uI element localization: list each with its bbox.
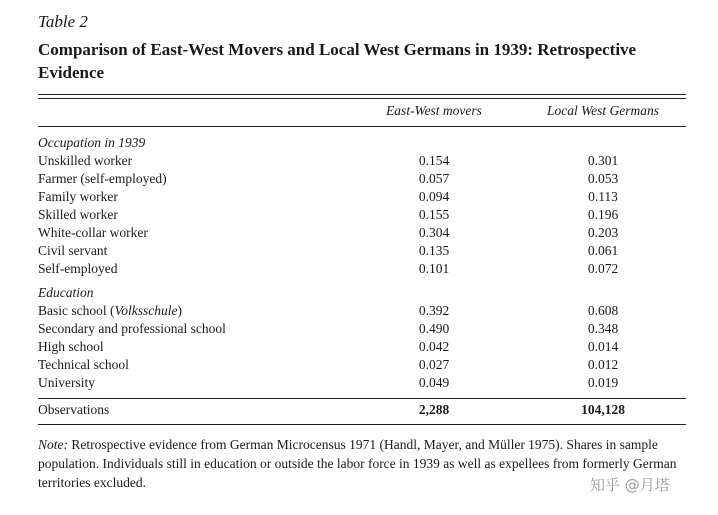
- section-heading-education: Education: [38, 285, 94, 300]
- value-local-west: 104,128: [581, 402, 625, 417]
- table-row: [0, 243, 718, 261]
- column-header-local-west-germans: Local West Germans: [546, 103, 659, 118]
- note-text: Retrospective evidence from German Microcensus 1971 (Handl, Mayer, and Müller 1975). Shares in sample population. Individuals still in education or outside the labor force in 1939 as well as expellees from formerly German territories excluded.: [38, 437, 677, 490]
- value-local-west: 0.113: [588, 189, 618, 204]
- table-row: [0, 153, 718, 171]
- section-heading-occupation: Occupation in 1939: [38, 135, 146, 150]
- row-label: Secondary and professional school: [38, 321, 226, 336]
- value-east-west: 0.135: [418, 243, 450, 258]
- row-label: Basic school (Volksschule): [38, 303, 182, 318]
- value-local-west: 0.301: [587, 153, 619, 168]
- watermark: 知乎 @月塔: [590, 476, 670, 494]
- value-east-west: 0.057: [418, 171, 450, 186]
- value-east-west: 0.392: [418, 303, 450, 318]
- value-east-west: 0.094: [418, 189, 450, 204]
- table-row: [0, 207, 718, 225]
- row-label: Farmer (self-employed): [38, 171, 167, 186]
- observations-row: [0, 402, 718, 420]
- top-rule-inner: [38, 98, 686, 99]
- value-east-west: 0.155: [418, 207, 450, 222]
- value-east-west: 0.154: [418, 153, 450, 168]
- table-row: [0, 261, 718, 279]
- table-row: [0, 321, 718, 339]
- table-row: [0, 225, 718, 243]
- row-label: Family worker: [38, 189, 118, 204]
- table-row: [0, 339, 718, 357]
- value-local-west: 0.072: [587, 261, 619, 276]
- column-header-east-west-movers: East-West movers: [386, 103, 482, 118]
- bottom-rule: [38, 424, 686, 425]
- table-row: [0, 357, 718, 375]
- table-row: [0, 189, 718, 207]
- table-row: [0, 375, 718, 393]
- row-label: White-collar worker: [38, 225, 148, 240]
- value-east-west: 2,288: [418, 402, 450, 417]
- value-local-west: 0.014: [587, 339, 619, 354]
- value-east-west: 0.049: [418, 375, 450, 390]
- observations-rule: [38, 398, 686, 399]
- value-local-west: 0.012: [587, 357, 619, 372]
- header-rule: [38, 126, 686, 127]
- row-label: High school: [38, 339, 104, 354]
- value-local-west: 0.019: [587, 375, 619, 390]
- value-east-west: 0.304: [418, 225, 450, 240]
- row-label-emphasis: Volksschule: [114, 303, 178, 318]
- value-local-west: 0.348: [587, 321, 619, 336]
- table-label: Table 2: [38, 12, 88, 31]
- table-row: [0, 303, 718, 321]
- row-label: Observations: [38, 402, 110, 417]
- value-local-west: 0.203: [587, 225, 619, 240]
- row-label: Unskilled worker: [38, 153, 133, 168]
- value-local-west: 0.053: [587, 171, 619, 186]
- row-label: Skilled worker: [38, 207, 118, 222]
- row-label: Civil servant: [38, 243, 108, 258]
- value-east-west: 0.042: [418, 339, 450, 354]
- table-title: Comparison of East-West Movers and Local West Germans in 1939: Retrospective Evidence: [38, 40, 637, 82]
- value-local-west: 0.196: [587, 207, 619, 222]
- value-east-west: 0.490: [418, 321, 450, 336]
- value-east-west: 0.101: [418, 261, 450, 276]
- note-label: Note:: [38, 437, 68, 452]
- value-local-west: 0.608: [587, 303, 619, 318]
- value-local-west: 0.061: [587, 243, 619, 258]
- row-label: University: [38, 375, 95, 390]
- row-label: Technical school: [38, 357, 129, 372]
- table-row: [0, 171, 718, 189]
- top-rule: [38, 94, 686, 95]
- value-east-west: 0.027: [418, 357, 450, 372]
- row-label: Self-employed: [38, 261, 118, 276]
